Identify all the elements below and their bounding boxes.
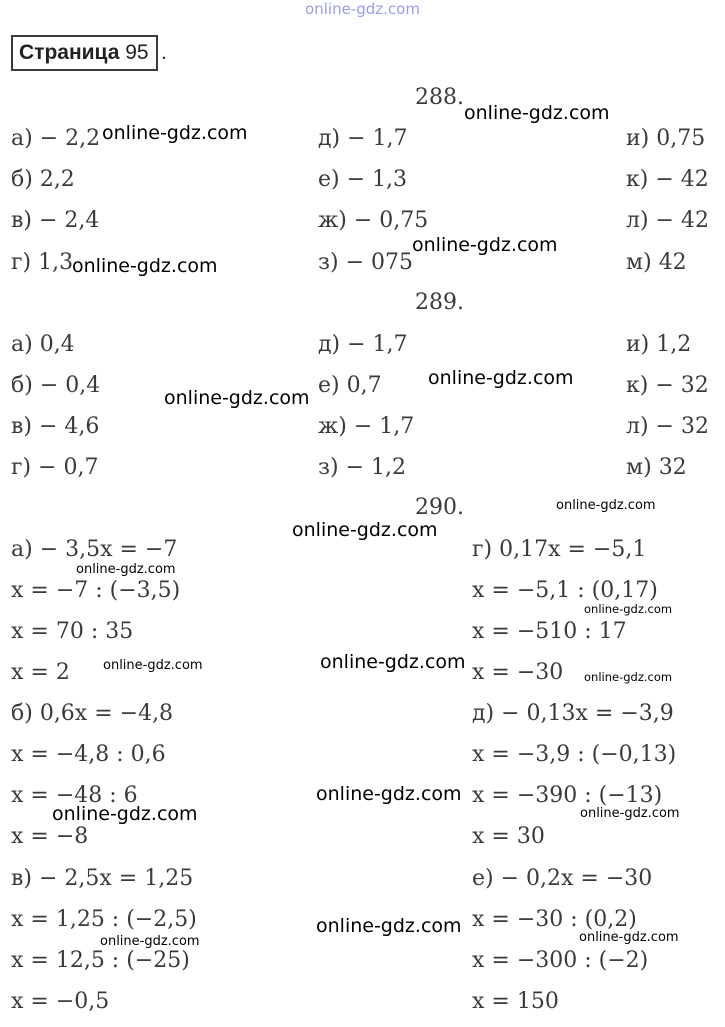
- eq-290-g-2: x = −5,1 : (0,17): [472, 578, 658, 603]
- answer-289-b: б) − 0,4: [11, 373, 101, 398]
- watermark: online-gdz.com: [72, 255, 218, 277]
- answer-288-k: к) − 42: [626, 167, 709, 192]
- eq-290-g-3: x = −510 : 17: [472, 619, 627, 644]
- watermark: online-gdz.com: [100, 934, 200, 949]
- answer-289-v: в) − 4,6: [11, 414, 100, 439]
- watermark: online-gdz.com: [316, 783, 462, 805]
- eq-290-b-3: x = −48 : 6: [11, 783, 138, 808]
- eq-290-b-2: x = −4,8 : 0,6: [11, 742, 166, 767]
- eq-290-v-1: в) − 2,5x = 1,25: [11, 866, 194, 891]
- page-label: Страница: [19, 41, 120, 64]
- watermark: online-gdz.com: [464, 102, 610, 124]
- answer-288-a: а) − 2,2: [11, 126, 101, 151]
- answer-288-z: з) − 075: [318, 250, 413, 275]
- answer-289-k: к) − 32: [626, 373, 709, 398]
- watermark: online-gdz.com: [584, 602, 673, 616]
- eq-290-d-2: x = −3,9 : (−0,13): [472, 742, 677, 767]
- answer-288-v: в) − 2,4: [11, 208, 100, 233]
- watermark: online-gdz.com: [579, 930, 679, 945]
- watermark: online-gdz.com: [316, 915, 462, 937]
- watermark: online-gdz.com: [320, 651, 466, 673]
- watermark: online-gdz.com: [52, 803, 198, 825]
- eq-290-e-1: е) − 0,2x = −30: [472, 866, 653, 891]
- page-dot: .: [161, 41, 167, 64]
- answer-288-b: б) 2,2: [11, 167, 75, 192]
- watermark: online-gdz.com: [164, 387, 310, 409]
- eq-290-e-3: x = −300 : (−2): [472, 948, 649, 973]
- eq-290-a-4: x = 2: [11, 660, 70, 685]
- eq-290-b-4: x = −8: [11, 824, 89, 849]
- watermark: online-gdz.com: [580, 806, 680, 821]
- eq-290-v-2: x = 1,25 : (−2,5): [11, 907, 197, 932]
- answer-289-i: и) 1,2: [626, 332, 692, 357]
- answer-289-m: м) 32: [626, 455, 687, 480]
- watermark: online-gdz.com: [292, 519, 438, 541]
- watermark: online-gdz.com: [584, 670, 673, 684]
- page-number-box: [11, 35, 167, 71]
- eq-290-g-1: г) 0,17x = −5,1: [472, 537, 647, 562]
- eq-290-d-4: x = 30: [472, 824, 545, 849]
- answer-288-e: е) − 1,3: [318, 167, 408, 192]
- watermark: online-gdz.com: [556, 498, 656, 513]
- answer-289-g: г) − 0,7: [11, 455, 99, 480]
- eq-290-v-3: x = 12,5 : (−25): [11, 948, 190, 973]
- eq-290-a-3: x = 70 : 35: [11, 619, 134, 644]
- eq-290-a-1: а) − 3,5x = −7: [11, 537, 178, 562]
- eq-290-e-4: x = 150: [472, 989, 559, 1014]
- answer-289-zh: ж) − 1,7: [318, 414, 415, 439]
- watermark: online-gdz.com: [76, 562, 176, 577]
- eq-290-a-2: x = −7 : (−3,5): [11, 578, 181, 603]
- eq-290-d-1: д) − 0,13x = −3,9: [472, 701, 674, 726]
- page-number: 95: [125, 41, 149, 64]
- eq-290-b-1: б) 0,6x = −4,8: [11, 701, 174, 726]
- answer-288-l: л) − 42: [626, 208, 709, 233]
- exercise-290-title: 290.: [415, 495, 464, 520]
- answer-288-g: г) 1,3: [11, 250, 74, 275]
- site-header-watermark: online-gdz.com: [305, 0, 420, 18]
- answer-288-m: м) 42: [626, 250, 687, 275]
- watermark: online-gdz.com: [412, 234, 558, 256]
- answer-289-z: з) − 1,2: [318, 455, 406, 480]
- answer-289-l: л) − 32: [626, 414, 709, 439]
- exercise-289-title: 289.: [415, 290, 464, 315]
- answer-288-zh: ж) − 0,75: [318, 208, 429, 233]
- eq-290-e-2: x = −30 : (0,2): [472, 907, 637, 932]
- watermark: online-gdz.com: [103, 658, 203, 673]
- answer-288-i: и) 0,75: [626, 126, 706, 151]
- eq-290-v-4: x = −0,5: [11, 989, 110, 1014]
- watermark: online-gdz.com: [428, 367, 574, 389]
- answer-288-d: д) − 1,7: [318, 126, 408, 151]
- eq-290-g-4: x = −30: [472, 660, 564, 685]
- exercise-288-title: 288.: [415, 85, 464, 110]
- answer-289-d: д) − 1,7: [318, 332, 408, 357]
- watermark: online-gdz.com: [102, 122, 248, 144]
- eq-290-d-3: x = −390 : (−13): [472, 783, 663, 808]
- answer-289-e: е) 0,7: [318, 373, 382, 398]
- answer-289-a: а) 0,4: [11, 332, 75, 357]
